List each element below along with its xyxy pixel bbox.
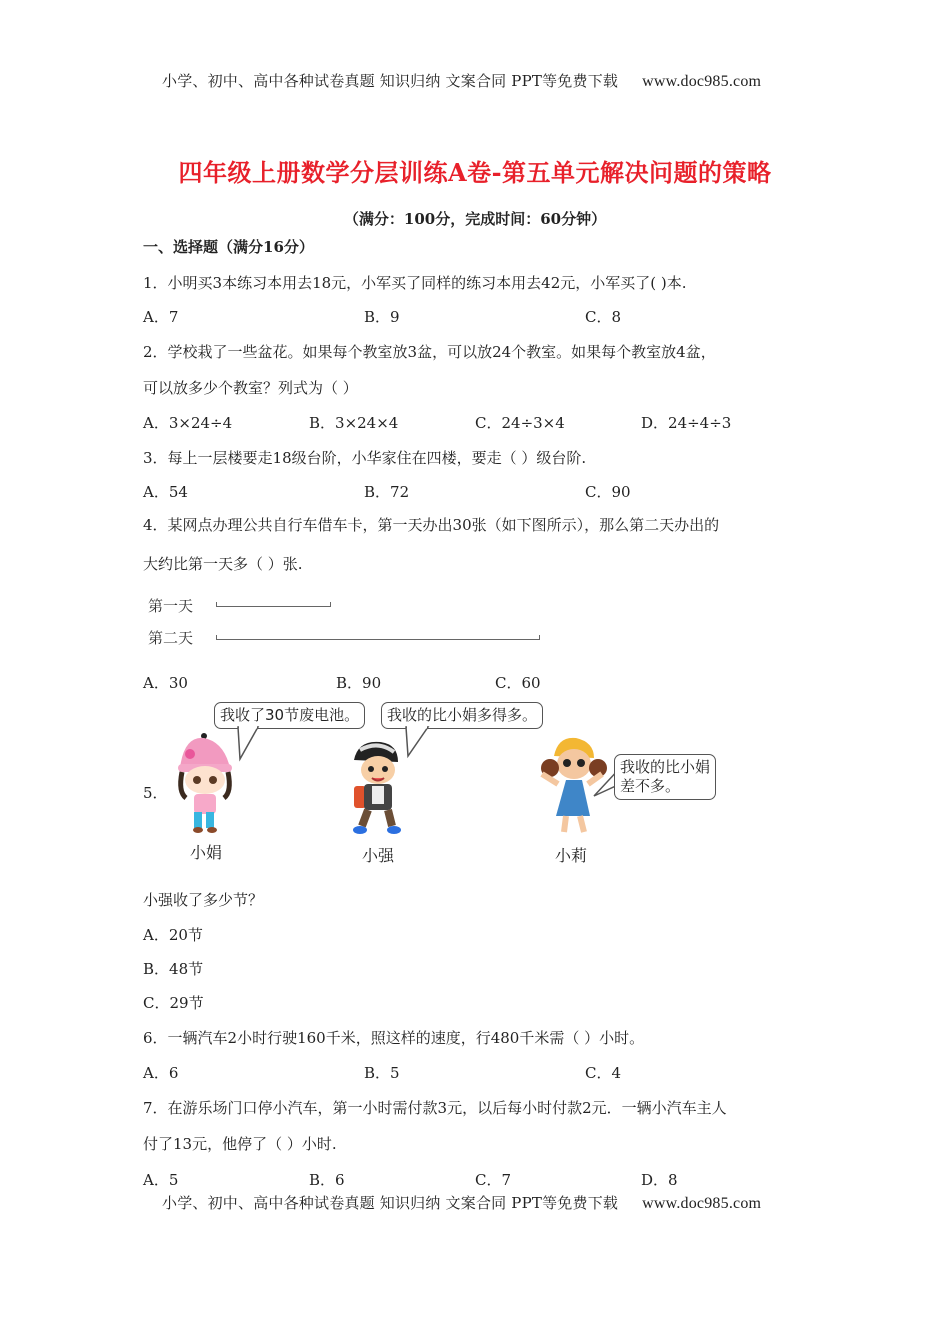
question-4-text-line1: 4．某网点办理公共自行车借车卡，第一天办出30张（如下图所示），那么第二天办出的 <box>143 516 720 534</box>
question-5-text: 小强收了多少节？ <box>143 891 264 909</box>
question-4-text-line2: 大约比第一天多（ ）张. <box>143 555 303 573</box>
q2-option-a: A．3×24÷4 <box>143 414 233 432</box>
section-heading: 一、选择题（满分16分） <box>143 238 314 256</box>
q4-option-c: C．60 <box>495 674 541 692</box>
document-title: 四年级上册数学分层训练A卷-第五单元解决问题的策略 <box>178 158 772 187</box>
q7-option-b: B．6 <box>309 1171 345 1189</box>
bubble-tail-icon <box>236 726 286 762</box>
page-footer <box>162 1192 761 1213</box>
q1-option-a: A．7 <box>143 308 179 326</box>
question-5-number: 5． <box>143 784 168 802</box>
q2-option-c: C．24÷3×4 <box>475 414 565 432</box>
name-xiaoli: 小莉 <box>555 846 588 865</box>
bubble-tail-icon <box>404 726 454 762</box>
day2-segment <box>216 635 540 640</box>
xiaoli-speech-line2: 差不多。 <box>620 777 681 795</box>
q5-option-c: C．29节 <box>143 994 204 1012</box>
q3-option-b: B．72 <box>364 483 410 501</box>
q1-option-c: C．8 <box>585 308 622 326</box>
q6-option-a: A．6 <box>143 1064 179 1082</box>
name-xiaojuan: 小娟 <box>190 843 223 862</box>
question-7-text-line2: 付了13元，他停了（ ）小时. <box>143 1135 337 1153</box>
q4-option-a: A．30 <box>143 674 188 692</box>
question-2-text-line1: 2．学校栽了一些盆花。如果每个教室放3盆，可以放24个教室。如果每个教室放4盆， <box>143 343 716 361</box>
q3-option-a: A．54 <box>143 483 188 501</box>
question-3-text: 3．每上一层楼要走18级台阶，小华家住在四楼，要走（ ）级台阶. <box>143 449 587 467</box>
name-xiaoqiang: 小强 <box>362 846 395 865</box>
speech-bubble-xiaoli <box>614 754 716 800</box>
day1-label: 第一天 <box>148 597 194 615</box>
header-text: 小学、初中、高中各种试卷真题 知识归纳 文案合同 PPT等免费下载 <box>162 72 619 90</box>
question-6-text: 6．一辆汽车2小时行驶160千米，照这样的速度，行480千米需（ ）小时。 <box>143 1029 645 1047</box>
question-1-text: 1．小明买3本练习本用去18元，小军买了同样的练习本用去42元，小军买了( )本. <box>143 274 687 292</box>
q2-option-b: B．3×24×4 <box>309 414 399 432</box>
q7-option-d: D．8 <box>641 1171 678 1189</box>
document-subtitle: （满分：100分，完成时间：60分钟） <box>343 210 607 228</box>
footer-text: 小学、初中、高中各种试卷真题 知识归纳 文案合同 PPT等免费下载 <box>162 1194 619 1212</box>
q7-option-c: C．7 <box>475 1171 512 1189</box>
day2-label: 第二天 <box>148 629 194 647</box>
question-7-text-line1: 7．在游乐场门口停小汽车，第一小时需付款3元，以后每小时付款2元．一辆小汽车主人 <box>143 1099 727 1117</box>
q6-option-c: C．4 <box>585 1064 622 1082</box>
speech-bubble-xiaojuan: 我收了30节废电池。 <box>214 702 365 729</box>
q5-option-a: A．20节 <box>143 926 203 944</box>
xiaoli-speech-line1: 我收的比小娟 <box>620 758 711 776</box>
day1-segment <box>216 602 331 607</box>
q7-option-a: A．5 <box>143 1171 179 1189</box>
q2-option-d: D．24÷4÷3 <box>641 414 732 432</box>
q1-option-b: B．9 <box>364 308 400 326</box>
header-url: www.doc985.com <box>642 73 762 90</box>
page-header <box>162 70 761 91</box>
q3-option-c: C．90 <box>585 483 631 501</box>
q5-option-b: B．48节 <box>143 960 204 978</box>
speech-bubble-xiaoqiang: 我收的比小娟多得多。 <box>381 702 543 729</box>
q6-option-b: B．5 <box>364 1064 400 1082</box>
q4-option-b: B．90 <box>336 674 382 692</box>
footer-url: www.doc985.com <box>642 1195 762 1212</box>
girl-xiaojuan-illustration <box>172 728 242 838</box>
question-2-text-line2: 可以放多少个教室？列式为（ ） <box>143 379 358 397</box>
boy-xiaoqiang-illustration <box>348 738 408 838</box>
